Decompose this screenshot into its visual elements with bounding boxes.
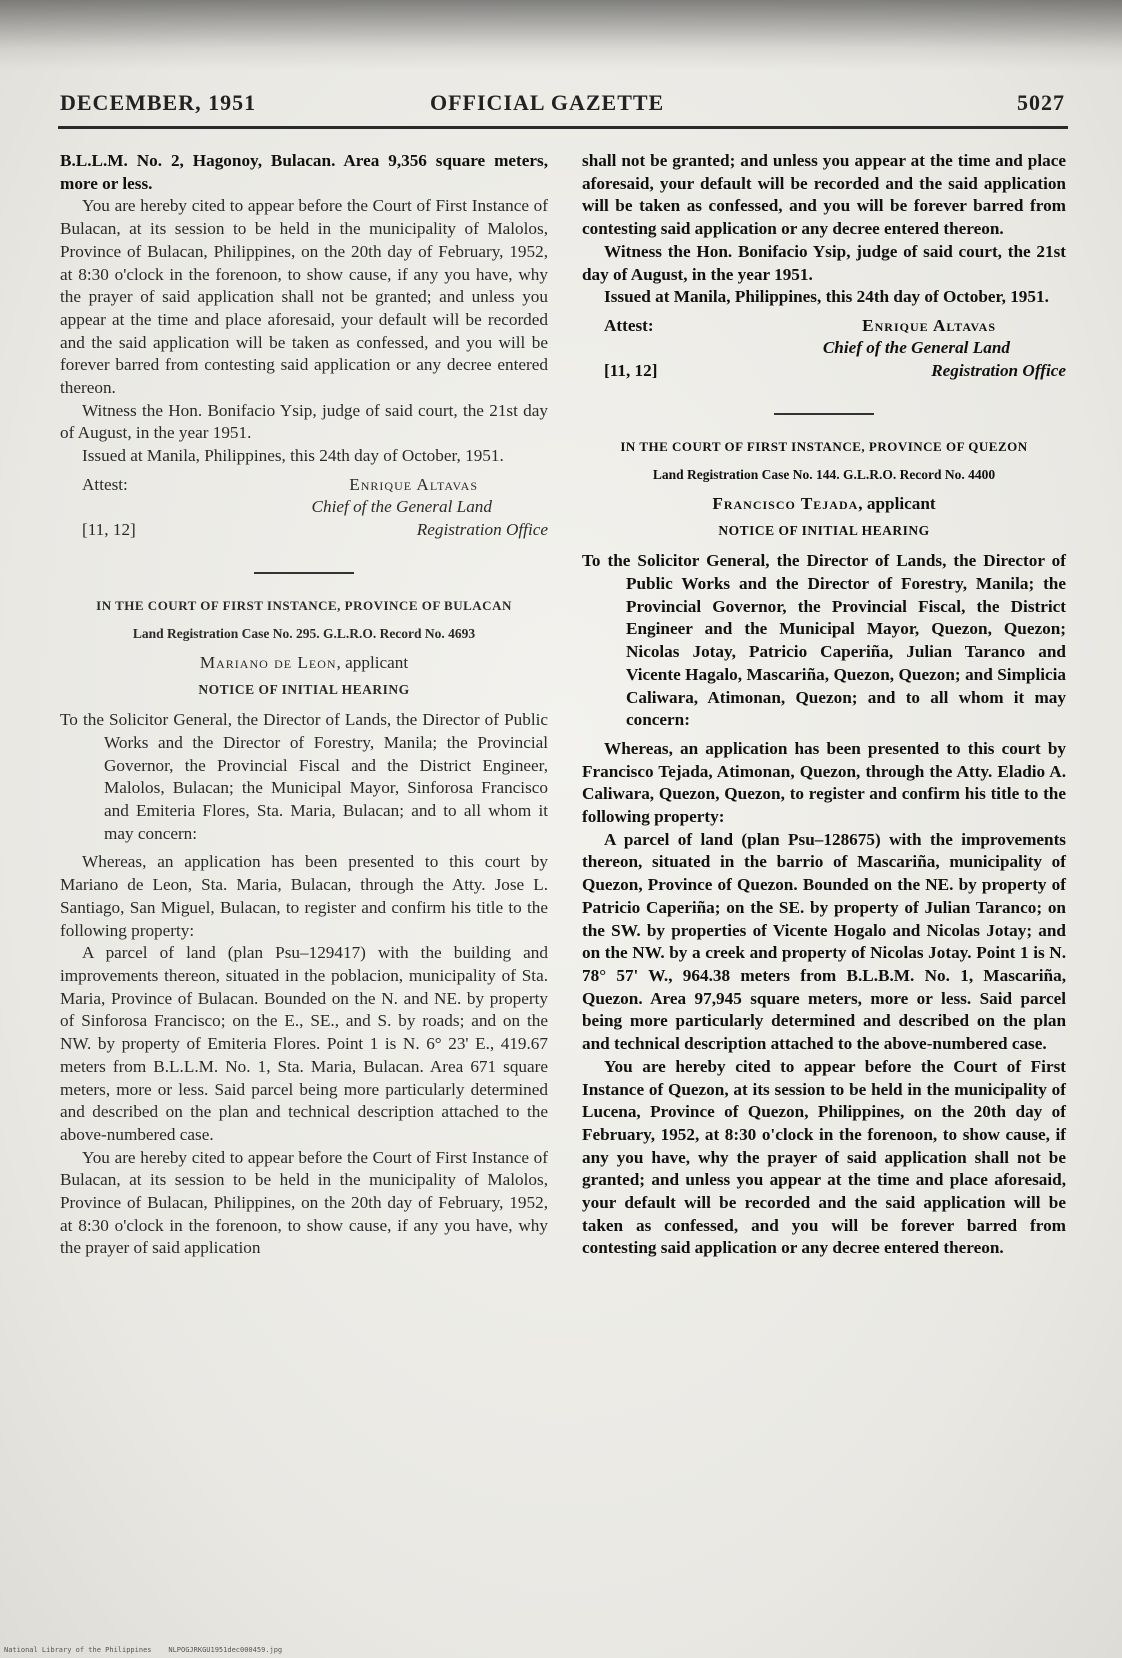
court-heading: IN THE COURT OF FIRST INSTANCE, PROVINCE OF QUEZON	[620, 438, 1028, 454]
attest-name: Enrique Altavas	[349, 474, 478, 494]
paragraph: shall not be granted; and unless you appear at the time and place aforesaid, your default will be recorded and the said application will be taken as confessed, and you will be forever barred from contesting said application or any decree entered thereon.	[582, 151, 1066, 239]
section-divider	[774, 413, 874, 415]
section-divider	[254, 572, 354, 574]
court-heading: IN THE COURT OF FIRST INSTANCE, PROVINCE OF BULACAN	[96, 597, 512, 613]
paragraph: Witness the Hon. Bonifacio Ysip, judge of said court, the 21st day of August, in the year 1951.	[582, 241, 1066, 284]
applicant-suffix: , applicant	[336, 652, 409, 672]
applicant-name: Francisco Tejada	[712, 493, 859, 513]
attest-label: Attest:	[604, 315, 654, 335]
attest-title: Registration Office	[931, 360, 1066, 380]
applicant-name: Mariano de Leon	[199, 652, 337, 672]
paragraph: A parcel of land (plan Psu–128675) with the improvements thereon, situated in the barrio of Mascariña, municipality of Quezon, Province of Quezon. Bounded on the NE. by property of Patricio Caperiña; on the SE. by property of Julian Taranco; on the SW. by properties of Vicente Hogalo and Nicolas Jotay; and on the NW. by a creek and property of Nicolas Jotay. Point 1 is N. 78° 57' W., 964.38 meters from B.L.B.M. No. 1, Mascariña, Quezon. Area 97,945 square meters, more or less. Said parcel being more particularly determined and described on the plan and technical description attached to the above-numbered case.	[582, 829, 1066, 1054]
paragraph: Witness the Hon. Bonifacio Ysip, judge of said court, the 21st day of August, in the year 1951.	[60, 400, 548, 443]
addressees: To the Solicitor General, the Director of Lands, the Director of Public Works and the Director of Forestry, Manila; the Provincial Governor, the Provincial Fiscal and the District Engineer, Malolos, Bulacan; the Municipal Mayor, Sinforosa Francisco and Emiteria Flores, Sta. Maria, Bulacan; and to all whom it may concern:	[60, 710, 548, 843]
case-number: Land Registration Case No. 295. G.L.R.O. Record No. 4693	[132, 625, 476, 641]
attest-title: Chief of the General Land	[822, 337, 1010, 357]
scan-footer: National Library of the Philippines NLPOGJRKGU1951dec000459.jpg	[4, 1646, 283, 1654]
paragraph: You are hereby cited to appear before the Court of First Instance of Bulacan, at its session to be held in the municipality of Malolos, Province of Bulacan, Philippines, on the 20th day of February, 1952, at 8:30 o'clock in the forenoon, to show cause, if any you have, why the prayer of said application shall not be granted; and unless you appear at the time and place aforesaid, your default will be recorded and the said application will be taken as confessed, and you will be forever barred from contesting said application or any decree entered thereon.	[60, 196, 548, 398]
attest-name: Enrique Altavas	[862, 315, 996, 335]
issue-number: [11, 12]	[82, 519, 136, 539]
attest-title: Chief of the General Land	[311, 496, 492, 516]
paragraph: Issued at Manila, Philippines, this 24th day of October, 1951.	[82, 446, 504, 466]
applicant-line	[60, 652, 548, 675]
attest-block	[60, 474, 548, 546]
scan-shadow	[0, 0, 1122, 70]
right-column	[582, 150, 1066, 1260]
attest-title: Registration Office	[416, 519, 548, 539]
left-column	[60, 150, 548, 1260]
applicant-line	[582, 493, 1066, 516]
attest-label: Attest:	[82, 474, 128, 494]
paragraph: B.L.L.M. No. 2, Hagonoy, Bulacan. Area 9,356 square meters, more or less.	[60, 151, 548, 193]
notice-heading: NOTICE OF INITIAL HEARING	[198, 681, 410, 697]
header-date: DECEMBER, 1951	[60, 90, 257, 115]
addressees: To the Solicitor General, the Director of Lands, the Director of Public Works and the Director of Forestry, Manila; the Provincial Governor, the Provincial Fiscal, the District Engineer and the Municipal Mayor, Quezon, Quezon; Nicolas Jotay, Patricio Caperiña, Julian Taranco and Vicente Hagalo, Mascariña, Quezon, Quezon; and Simplicia Caliwara, Atimonan, Quezon; and to all whom it may concern:	[582, 551, 1066, 730]
paragraph: You are hereby cited to appear before the Court of First Instance of Quezon, at its session to be held in the municipality of Lucena, Province of Quezon, Philippines, on the 20th day of February, 1952, at 8:30 o'clock in the forenoon, to show cause, if any you have, why the prayer of said application shall not be granted; and unless you appear at the time and place aforesaid, your default will be recorded and the said application will be taken as confessed, and you will be forever barred from contesting said application or any decree entered thereon.	[582, 1056, 1066, 1258]
running-header	[60, 84, 1065, 120]
header-rule	[58, 126, 1068, 129]
attest-block	[582, 315, 1066, 387]
header-publication: OFFICIAL GAZETTE	[430, 90, 665, 115]
paragraph: Whereas, an application has been presented to this court by Francisco Tejada, Atimonan, Quezon, through the Atty. Eladio A. Caliwara, Quezon, Quezon, to register and confirm his title to the following property:	[582, 738, 1066, 827]
paragraph: A parcel of land (plan Psu–129417) with the building and improvements thereon, situated in the poblacion, municipality of Sta. Maria, Province of Bulacan. Bounded on the N. and NE. by property of Sinforosa Francisco; on the E., SE., and S. by roads; and on the NW. by property of Emiteria Flores. Point 1 is N. 6° 23' E., 419.67 meters from B.L.L.M. No. 1, Sta. Maria, Bulacan. Area 671 square meters, more or less. Said parcel being more particularly determined and described on the plan and technical description attached to the above-numbered case.	[60, 943, 548, 1144]
header-page-number: 5027	[1017, 90, 1065, 115]
paragraph: Issued at Manila, Philippines, this 24th day of October, 1951.	[604, 287, 1049, 307]
notice-heading: NOTICE OF INITIAL HEARING	[718, 522, 930, 538]
paragraph: You are hereby cited to appear before the Court of First Instance of Bulacan, at its session to be held in the municipality of Malolos, Province of Bulacan, Philippines, on the 20th day of February, 1952, at 8:30 o'clock in the forenoon, to show cause, if any you have, why the prayer of said application	[60, 1147, 548, 1258]
issue-number: [11, 12]	[604, 360, 658, 380]
case-number: Land Registration Case No. 144. G.L.R.O. Record No. 4400	[652, 466, 996, 482]
applicant-suffix: , applicant	[858, 493, 936, 513]
paragraph: Whereas, an application has been presented to this court by Mariano de Leon, Sta. Maria, Bulacan, through the Atty. Jose L. Santiago, San Miguel, Bulacan, to register and confirm his title to the following property:	[60, 852, 548, 940]
